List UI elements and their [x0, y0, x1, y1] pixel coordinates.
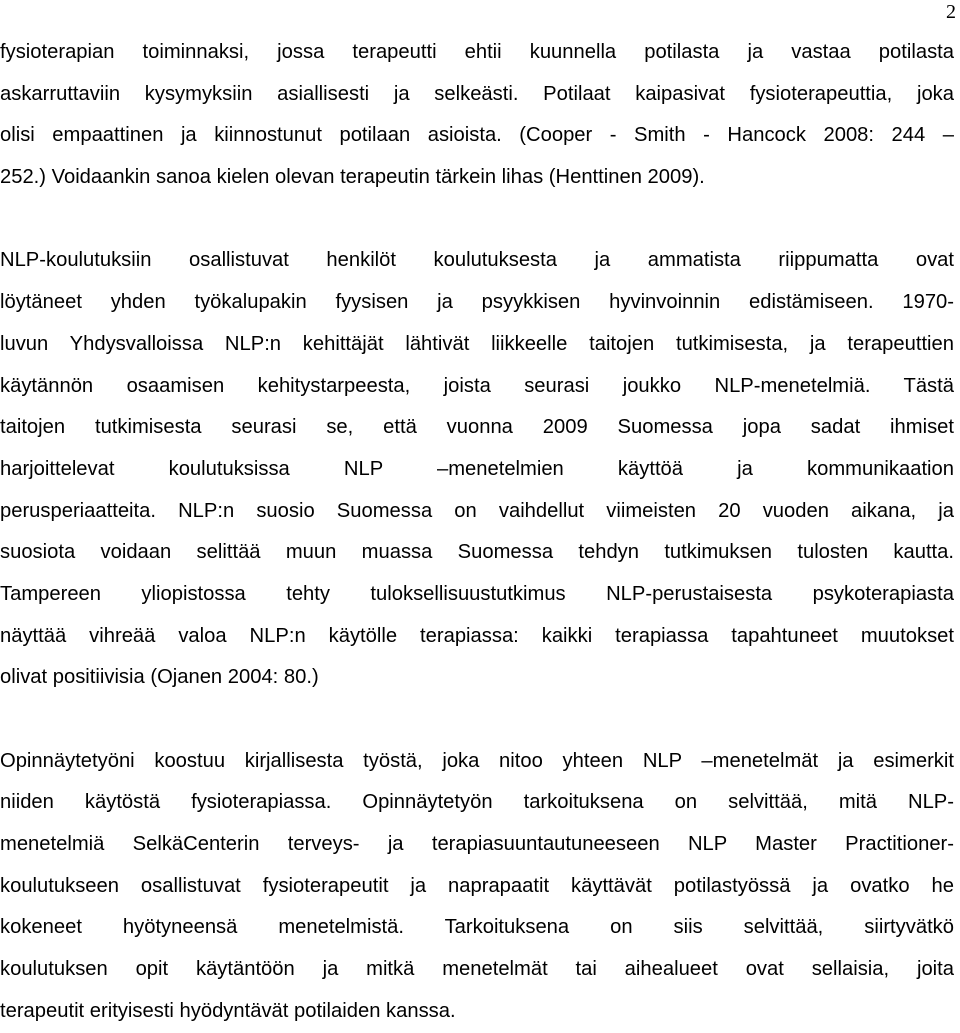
text-line: koulutuksen opit käytäntöön ja mitkä menetelmät tai aihealueet ovat sellaisia, joita [0, 958, 954, 981]
paragraph-1 [0, 32, 954, 199]
text-line: löytäneet yhden työkalupakin fyysisen ja psyykkisen hyvinvoinnin edistämiseen. 1970- [0, 291, 954, 314]
text-line: Opinnäytetyöni koostuu kirjallisesta työstä, joka nitoo yhteen NLP –menetelmät ja esimerkit [0, 749, 954, 772]
text-line: kokeneet hyötyneensä menetelmistä. Tarkoituksena on siis selvittää, siirtyvätkö [0, 916, 954, 939]
text-line: NLP-koulutuksiin osallistuvat henkilöt koulutuksesta ja ammatista riippumatta ovat [0, 249, 954, 272]
text-line: olisi empaattinen ja kiinnostunut potilaan asioista. (Cooper - Smith - Hancock 2008: 244 – [0, 124, 954, 147]
paragraph-gap [0, 199, 954, 241]
text-line: fysioterapian toiminnaksi, jossa terapeutti ehtii kuunnella potilasta ja vastaa potilasta [0, 41, 954, 63]
text-line: koulutukseen osallistuvat fysioterapeutit ja naprapaatit käyttävät potilastyössä ja ovatko he [0, 874, 954, 897]
text-line: menetelmiä SelkäCenterin terveys- ja terapiasuuntautuneeseen NLP Master Practitioner- [0, 833, 954, 856]
text-line: perusperiaatteita. NLP:n suosio Suomessa on vaihdellut viimeisten 20 vuoden aikana, ja [0, 499, 954, 522]
text-line: suosiota voidaan selittää muun muassa Suomessa tehdyn tutkimuksen tulosten kautta. [0, 541, 954, 564]
page-number: 2 [946, 1, 956, 23]
text-line: käytännön osaamisen kehitystarpeesta, joista seurasi joukko NLP-menetelmiä. Tästä [0, 374, 954, 397]
text-line: Tampereen yliopistossa tehty tuloksellisuustutkimus NLP-perustaisesta psykoterapiasta [0, 582, 954, 605]
text-line: olivat positiivisia (Ojanen 2004: 80.) [0, 666, 319, 689]
text-line: luvun Yhdysvalloissa NLP:n kehittäjät lähtivät liikkeelle taitojen tutkimisesta, ja terapeuttien [0, 332, 954, 355]
text-line: terapeutit erityisesti hyödyntävät potilaiden kanssa. [0, 999, 456, 1022]
paragraph-2 [0, 240, 954, 699]
text-line: askarruttaviin kysymyksiin asiallisesti ja selkeästi. Potilaat kaipasivat fysioterapeuttia, joka [0, 82, 954, 105]
text-line: 252.) Voidaankin sanoa kielen olevan terapeutin tärkein lihas (Henttinen 2009). [0, 166, 705, 189]
text-line: taitojen tutkimisesta seurasi se, että vuonna 2009 Suomessa jopa sadat ihmiset [0, 416, 954, 439]
text-line: näyttää vihreää valoa NLP:n käytölle terapiassa: kaikki terapiassa tapahtuneet muutokset [0, 624, 954, 647]
text-line: harjoittelevat koulutuksissa NLP –menetelmien käyttöä ja kommunikaation [0, 457, 954, 480]
paragraph-gap [0, 699, 954, 741]
document-body [0, 32, 954, 1033]
paragraph-3 [0, 741, 954, 1033]
text-line: niiden käytöstä fysioterapiassa. Opinnäytetyön tarkoituksena on selvittää, mitä NLP- [0, 791, 954, 814]
